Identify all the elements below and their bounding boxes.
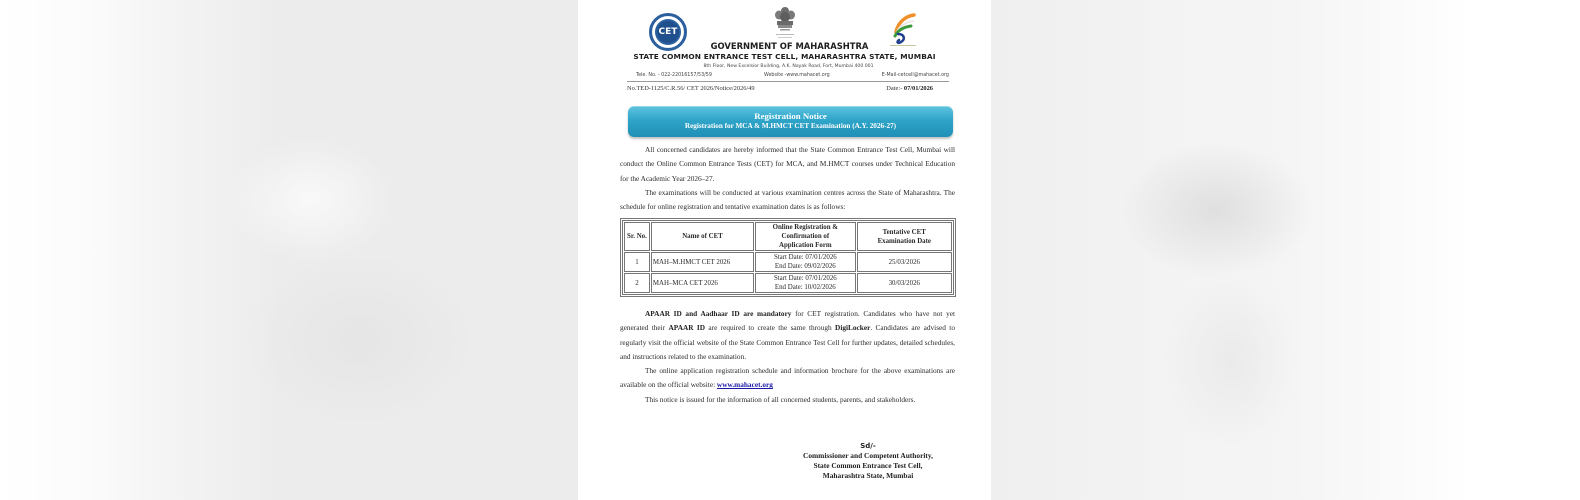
- website-info-text: The online application registration schedule and information brochure for the above examinations are available on the official website:: [620, 366, 955, 390]
- government-title: GOVERNMENT OF MAHARASHTRA: [710, 41, 869, 51]
- state-emblem-icon: [773, 6, 797, 40]
- digilocker-text: DigiLocker: [835, 323, 871, 333]
- banner-subtitle: Registration for MCA & M.HMCT CET Examination (A.Y. 2026-27): [684, 122, 897, 130]
- banner-title: Registration Notice: [754, 111, 827, 121]
- header-exam-line1: Tentative CET: [882, 228, 926, 236]
- reference-number: No.TED-1125/C.R.56/ CET 2026/Notice/2026/49: [627, 85, 755, 92]
- cell-cet-name: MAH–M.HMCT CET 2026: [651, 252, 754, 272]
- signatory-location: Maharashtra State, Mumbai: [822, 471, 914, 480]
- end-date: End Date: 09/02/2026: [774, 263, 836, 270]
- table-row: [624, 273, 952, 293]
- paragraph-schedule-intro: The examinations will be conducted at various examination centres across the State of Maharashtra. The schedule for online registration and tentative examination dates is as follows:: [620, 188, 955, 212]
- email-text: E-Mail-cetcell@mahacet.org: [881, 73, 949, 78]
- header-registration-line3: Application Form: [779, 242, 832, 249]
- office-address: 8th Floor, New Excelsior Building, A.K. Nayak Road, Fort, Mumbai 400 001: [703, 64, 874, 69]
- signatory-title: Commissioner and Competent Authority,: [802, 451, 934, 460]
- contact-row: [636, 73, 949, 78]
- notice-date: [886, 85, 933, 92]
- apaar-aadhaar-mandatory-text: APAAR ID and Aadhaar ID are mandatory: [645, 309, 792, 318]
- header-registration-line1: Online Registration &: [772, 224, 839, 231]
- header-exam-date: [857, 222, 952, 251]
- signature-sd: Sd/-: [860, 442, 876, 450]
- cell-sr-no: 1: [624, 252, 650, 272]
- header-online-registration: [755, 222, 855, 251]
- apaar-text-1: for CET registration. Candidates who have not yet generated their: [620, 309, 955, 333]
- apaar-text-2: are required to create the same through: [705, 323, 836, 333]
- schedule-table: [620, 218, 956, 297]
- start-date: Start Date: 07/01/2026: [773, 254, 837, 261]
- date-label: Date:-: [886, 85, 904, 92]
- paragraph-intro: All concerned candidates are hereby informed that the State Common Entrance Test Cell, Mumbai will conduct the Online Common Entrance Tests (CET) for MCA, and M.HMCT courses under Technical Education for the Academic Year 2026–27.: [620, 145, 955, 183]
- cet-logo-text: CET: [657, 21, 679, 43]
- cell-exam-date: 25/03/2026: [857, 252, 952, 272]
- paragraph-website-info: [620, 364, 955, 393]
- cell-cet-name: MAH–MCA CET 2026: [651, 273, 754, 293]
- signature-block: [768, 441, 968, 481]
- registration-notice-banner: [628, 106, 953, 137]
- telephone-text: Tele. No. - 022-22016157/53/59: [636, 73, 712, 78]
- end-date: End Date: 10/02/2026: [774, 284, 836, 291]
- start-date: Start Date: 07/01/2026: [773, 275, 837, 282]
- cell-sr-no: 2: [624, 273, 650, 293]
- website-text: Website -www.mahacet.org: [763, 73, 830, 78]
- blurred-background-right: [991, 0, 1580, 500]
- reference-row: [627, 85, 933, 92]
- mahacet-website-link[interactable]: www.mahacet.org: [716, 380, 773, 390]
- apaar-id-text: APAAR ID: [668, 323, 706, 333]
- cell-registration-dates: [755, 273, 855, 293]
- apaar-text-3: . Candidates are advised to regularly visit the official website of the State Common Entrance Test Cell for further updates, detailed schedules, and instructions related to the examination.: [620, 323, 955, 361]
- table-header-row: [624, 222, 952, 251]
- header-sr-no: Sr. No.: [624, 222, 650, 251]
- paragraph-closing: This notice is issued for the information of all concerned students, parents, and stakeholders.: [645, 395, 916, 404]
- header-registration-line2: Confirmation of: [781, 233, 830, 240]
- cell-title: STATE COMMON ENTRANCE TEST CELL, MAHARASHTRA STATE, MUMBAI: [633, 52, 936, 61]
- table-row: [624, 252, 952, 272]
- header-exam-line2: Examination Date: [877, 237, 931, 245]
- signatory-office: State Common Entrance Test Cell,: [813, 461, 923, 470]
- date-value: 07/01/2026: [903, 85, 933, 92]
- blurred-background-left: [0, 0, 578, 500]
- paragraph-apaar-mandatory: [620, 307, 955, 364]
- cell-exam-date: 30/03/2026: [857, 273, 952, 293]
- header-name-of-cet: Name of CET: [651, 222, 754, 251]
- notice-page: [578, 0, 991, 500]
- cell-registration-dates: [755, 252, 855, 272]
- header-divider: [627, 81, 949, 82]
